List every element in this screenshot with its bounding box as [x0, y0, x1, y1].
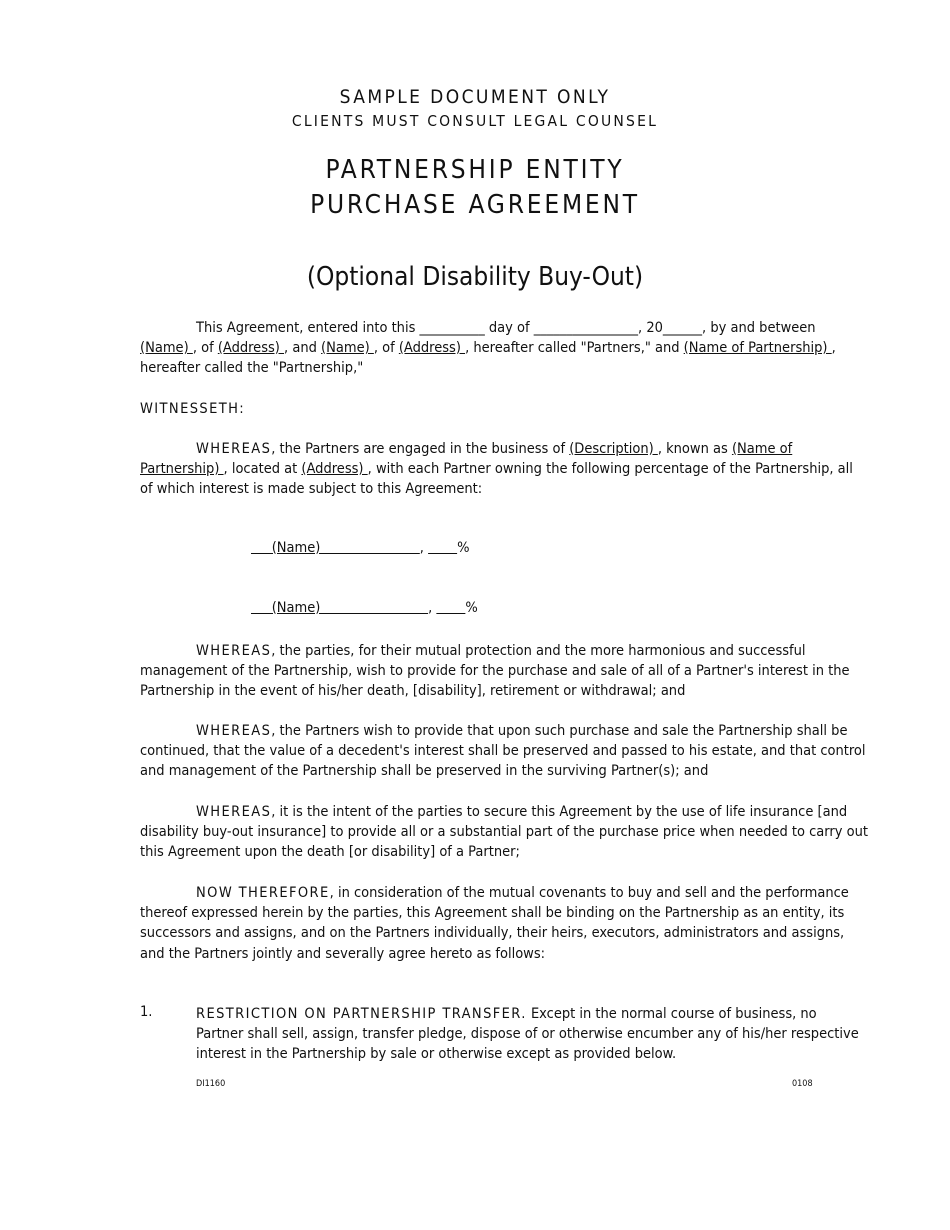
whereas-keyword: WHEREAS: [196, 643, 272, 659]
now-therefore-keyword: NOW THEREFORE: [196, 885, 330, 901]
whereas-paragraph-3: [140, 721, 868, 782]
whereas-text: , the parties, for their mutual protection and the more harmonious and successful management of the Partnership, wish to provide for the purchase and sale of all of a Partner's interest in the Partnership in the event of his/her death, [disability], retirement or withdrawal; and: [140, 643, 850, 700]
whereas-text: , known as: [657, 441, 732, 457]
now-therefore-paragraph: [140, 883, 868, 964]
intro-text: This Agreement, entered into this __________ day of ________________, 20______, by and between: [196, 320, 816, 336]
whereas-keyword: WHEREAS: [196, 723, 272, 739]
name-field-1: (Name): [140, 340, 193, 357]
whereas-keyword: WHEREAS: [196, 441, 272, 457]
separator: ,: [419, 540, 429, 556]
witnesseth-heading: WITNESSETH:: [140, 401, 246, 417]
name-field-2: (Name): [321, 340, 374, 357]
intro-text: , of: [373, 340, 399, 357]
whereas-text: , the Partners are engaged in the business of: [271, 441, 570, 457]
whereas-keyword: WHEREAS: [196, 804, 272, 820]
revision-code: 0108: [792, 1079, 813, 1089]
section-1: [196, 1004, 868, 1065]
intro-text: , hereafter called the "Partnership,": [140, 340, 836, 377]
partnership-name-field: (Name of Partnership): [683, 340, 832, 357]
whereas-paragraph-2: [140, 641, 868, 702]
section-text: Except in the normal course of business, no Partner shall sell, assign, transfer pledge, dispose of or otherwise encumber any of his/her respective interest in the Partnership by sale or otherwise except as provided below.: [196, 1006, 859, 1063]
separator: ,: [428, 600, 437, 616]
address-field-2: (Address): [398, 340, 466, 357]
intro-text: , hereafter called "Partners," and: [465, 340, 684, 357]
address-field-1: (Address): [217, 340, 285, 357]
intro-paragraph: [140, 318, 868, 379]
percent-sign: %: [457, 540, 470, 556]
address-field: (Address): [301, 461, 368, 478]
whereas-text: , it is the intent of the parties to secure this Agreement by the use of life insurance [and disability buy-out insurance] to provide all or a substantial part of the purchase price when needed to carry out this Agreement upon the death [or disability] of a Partner;: [140, 804, 868, 861]
partner-percent-blank: [436, 600, 465, 616]
whereas-text: , with each Partner owning the following percentage of the Partnership, all of which interest is made subject to this Agreement:: [140, 461, 853, 498]
counsel-notice: CLIENTS MUST CONSULT LEGAL COUNSEL: [291, 112, 659, 130]
whereas-text: , the Partners wish to provide that upon such purchase and sale the Partnership shall be continued, that the value of a decedent's interest shall be preserved and passed to his estate, and that control and management of the Partnership shall be preserved in the surviving Partner(s); and: [140, 723, 866, 780]
partnership-name-field: (Name of Partnership): [140, 441, 793, 478]
intro-text: , of: [192, 340, 218, 357]
percent-sign: %: [465, 600, 478, 616]
section-number: 1.: [140, 1004, 153, 1020]
document-subtitle: (Optional Disability Buy-Out): [306, 262, 644, 292]
now-therefore-text: , in consideration of the mutual covenants to buy and sell and the performance thereof expressed herein by the parties, this Agreement shall be binding on the Partnership as an entity, its successors and assigns, and on the Partners individually, their heirs, executors, administrators and assigns, and the Partners jointly and severally agree hereto as follows:: [140, 885, 849, 962]
whereas-paragraph-1: [140, 439, 868, 500]
intro-text: , and: [284, 340, 322, 357]
sample-notice: SAMPLE DOCUMENT ONLY: [339, 86, 611, 108]
document-title-line2: PURCHASE AGREEMENT: [310, 190, 640, 220]
partner-line-2: [251, 600, 478, 616]
whereas-paragraph-4: [140, 802, 868, 863]
document-title-line1: PARTNERSHIP ENTITY: [325, 155, 625, 185]
partner-name-blank: (Name): [251, 600, 429, 616]
partner-name-blank: (Name): [251, 540, 420, 556]
description-field: (Description): [569, 441, 658, 457]
form-number: DI1160: [196, 1079, 226, 1089]
whereas-text: , located at: [223, 461, 302, 478]
partner-percent-blank: [428, 540, 457, 556]
section-heading: RESTRICTION ON PARTNERSHIP TRANSFER.: [196, 1006, 527, 1022]
partner-line-1: [251, 540, 470, 556]
